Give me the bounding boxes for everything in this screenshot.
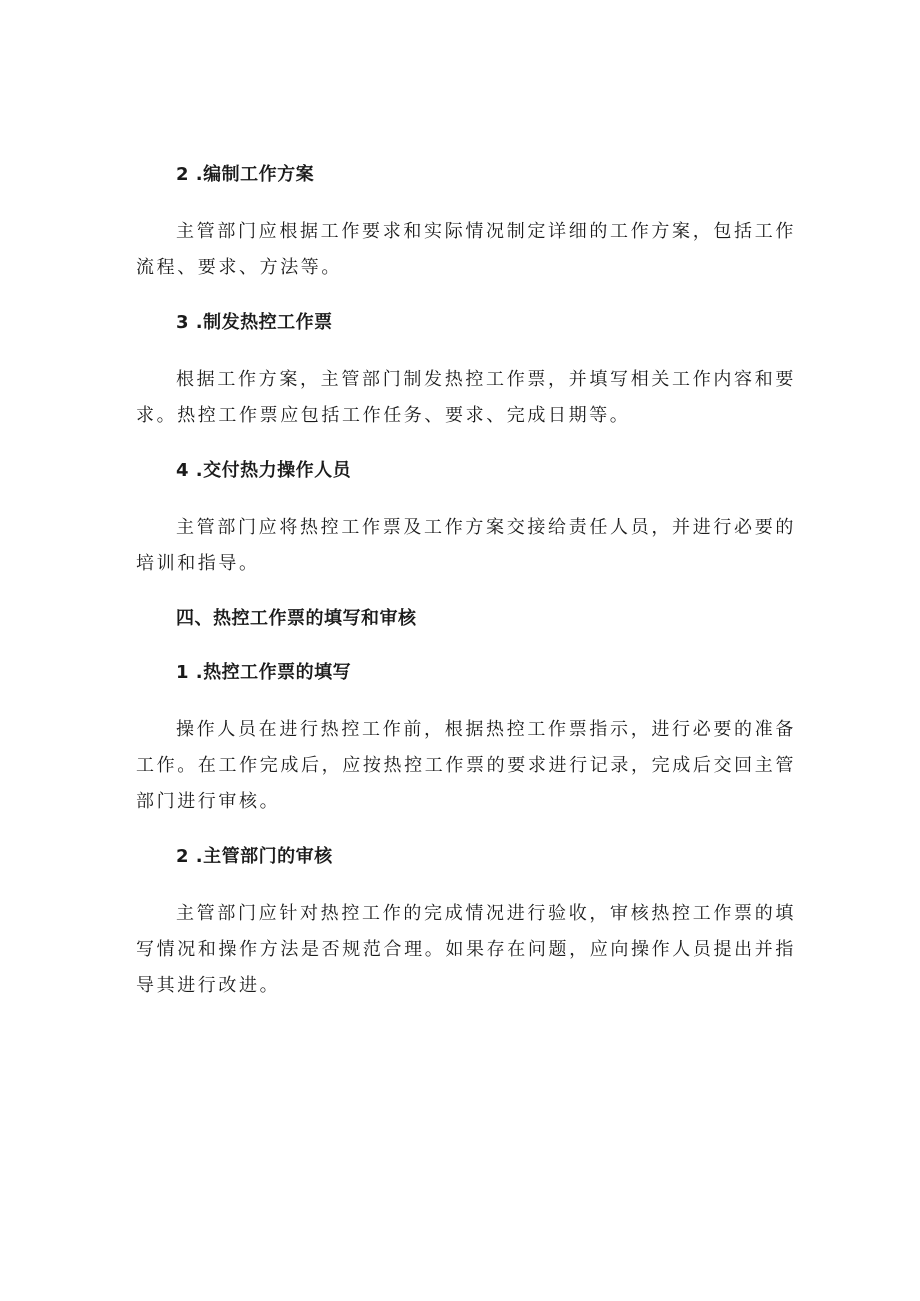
section-heading-deliver-operators: 4 .交付热力操作人员 <box>176 460 352 481</box>
chapter-heading-fill-and-review: 四、热控工作票的填写和审核 <box>176 608 417 629</box>
paragraph-fill-ticket: 操作人员在进行热控工作前，根据热控工作票指示，进行必要的准备工作。在工作完成后，应按热控工作票的要求进行记录，完成后交回主管部门进行审核。 <box>136 719 796 812</box>
paragraph-department-review: 主管部门应针对热控工作的完成情况进行验收，审核热控工作票的填写情况和操作方法是否规范合理。如果存在问题，应向操作人员提出并指导其进行改进。 <box>136 903 796 996</box>
section-heading-department-review: 2 .主管部门的审核 <box>176 846 333 867</box>
paragraph-deliver-operators: 主管部门应将热控工作票及工作方案交接给责任人员，并进行必要的培训和指导。 <box>136 517 796 574</box>
section-heading-compile-plan: 2 .编制工作方案 <box>176 164 315 185</box>
section-heading-fill-ticket: 1 .热控工作票的填写 <box>176 662 352 683</box>
document-body <box>136 160 796 1026</box>
paragraph-issue-ticket: 根据工作方案，主管部门制发热控工作票，并填写相关工作内容和要求。热控工作票应包括工作任务、要求、完成日期等。 <box>136 369 796 426</box>
section-heading-issue-ticket: 3 .制发热控工作票 <box>176 312 333 333</box>
paragraph-compile-plan: 主管部门应根据工作要求和实际情况制定详细的工作方案，包括工作流程、要求、方法等。 <box>136 221 796 278</box>
